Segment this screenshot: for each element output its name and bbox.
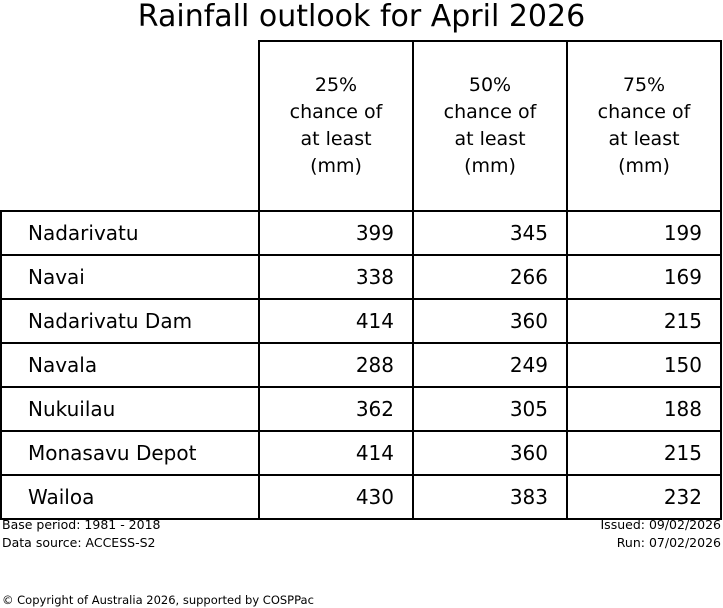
footer-row-2 [2,534,721,552]
footer-row-1 [2,516,721,534]
location-name: Navala [1,343,259,387]
header-blank-cell [1,41,259,211]
location-name: Wailoa [1,475,259,519]
copyright-text: © Copyright of Australia 2026, supported by COSPPac [2,593,314,607]
value-25: 399 [259,211,413,255]
table-header-row [1,41,721,211]
table-row [1,299,721,343]
value-75: 150 [567,343,721,387]
column-header-75-line-3: at least [608,128,680,150]
column-header-25-line-4: (mm) [310,155,362,177]
value-75: 188 [567,387,721,431]
value-50: 383 [413,475,567,519]
value-75: 215 [567,431,721,475]
table-row [1,255,721,299]
rainfall-outlook-table [0,40,722,520]
column-header-50-line-2: chance of [443,101,537,123]
column-header-75-line-2: chance of [597,101,691,123]
table-row [1,211,721,255]
table-row [1,475,721,519]
value-25: 414 [259,431,413,475]
table-header [1,41,721,211]
table-row [1,431,721,475]
column-header-25-line-3: at least [300,128,372,150]
column-header-50-line-3: at least [454,128,526,150]
column-header-50 [413,41,567,211]
value-25: 414 [259,299,413,343]
column-header-25-line-1: 25% [314,74,358,96]
value-25: 362 [259,387,413,431]
column-header-50-line-1: 50% [468,74,512,96]
table-row [1,387,721,431]
column-header-25 [259,41,413,211]
table-body [1,211,721,519]
location-name: Navai [1,255,259,299]
issued-date-text: Issued: 09/02/2026 [600,517,721,532]
page-title: Rainfall outlook for April 2026 [137,0,586,34]
column-header-50-line-4: (mm) [464,155,516,177]
value-75: 232 [567,475,721,519]
value-25: 430 [259,475,413,519]
column-header-25-line-2: chance of [289,101,383,123]
data-source-text: Data source: ACCESS-S2 [2,535,156,550]
base-period-text: Base period: 1981 - 2018 [2,517,161,532]
value-50: 360 [413,299,567,343]
value-50: 249 [413,343,567,387]
value-75: 199 [567,211,721,255]
value-25: 338 [259,255,413,299]
value-50: 305 [413,387,567,431]
column-header-75 [567,41,721,211]
value-75: 215 [567,299,721,343]
location-name: Monasavu Depot [1,431,259,475]
value-75: 169 [567,255,721,299]
value-50: 345 [413,211,567,255]
location-name: Nukuilau [1,387,259,431]
run-date-text: Run: 07/02/2026 [616,535,721,550]
value-25: 288 [259,343,413,387]
location-name: Nadarivatu Dam [1,299,259,343]
location-name: Nadarivatu [1,211,259,255]
footer [2,516,721,552]
value-50: 266 [413,255,567,299]
column-header-75-line-1: 75% [622,74,666,96]
value-50: 360 [413,431,567,475]
table-row [1,343,721,387]
column-header-75-line-4: (mm) [618,155,670,177]
